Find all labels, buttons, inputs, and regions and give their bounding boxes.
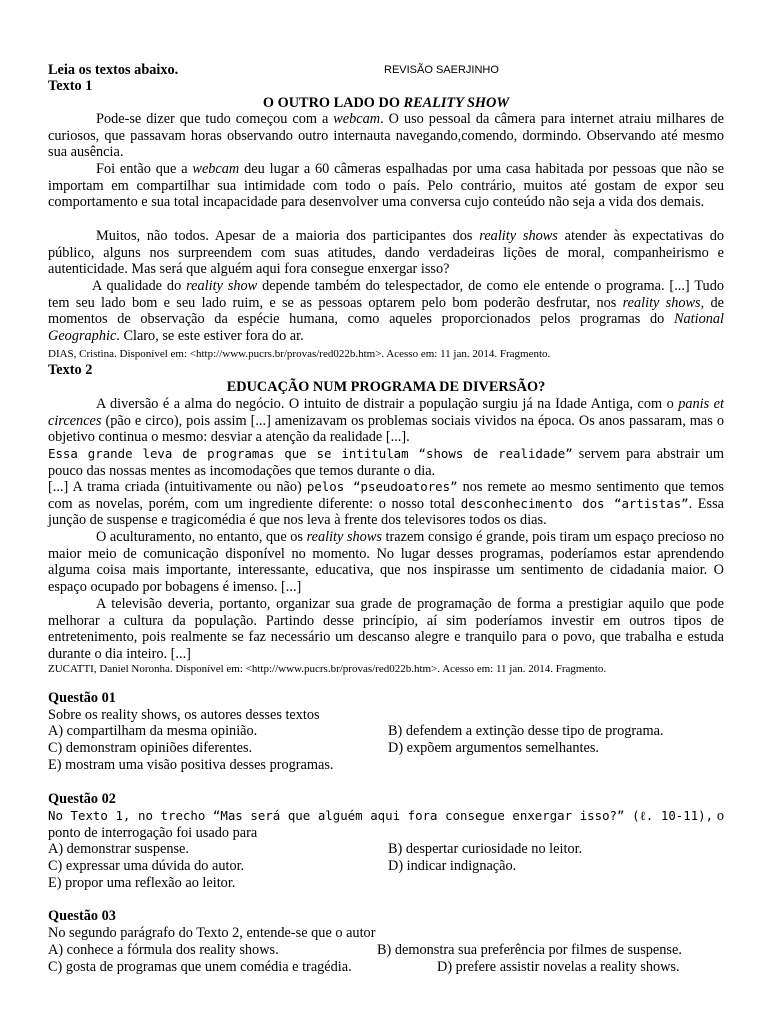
text2-paragraph-2: Essa grande leva de programas que se intitulam “shows de realidade” servem para abstrair um pouco das nossas mentes as incomodações que temos durante o dia. [48, 446, 725, 479]
question-02-title: Questão 02 [48, 791, 116, 807]
intro-instruction: Leia os textos abaixo. [48, 62, 179, 78]
question-01-stem: Sobre os reality shows, os autores desses textos [48, 707, 320, 723]
q3-option-b[interactable]: B) demonstra sua preferência por filmes de suspense. [377, 942, 682, 958]
question-03-stem: No segundo parágrafo do Texto 2, entende-se que o autor [48, 925, 376, 941]
text1-paragraph-2: Foi então que a webcam deu lugar a 60 câmeras espalhadas por uma casa habitada por pessoas que não se importam em compartilhar sua intimidade com todo o país. Pelo contrário, muitos até gostam de expor seu comportamento e sua total incapacidade para desenvolver uma conversa cujo conteúdo não seja a vida dos demais. [48, 161, 724, 211]
question-03-options-row-2 [48, 959, 724, 977]
text1-title: O OUTRO LADO DO REALITY SHOW [262, 95, 510, 111]
text1-label: Texto 1 [48, 78, 93, 94]
text1-paragraph-3: Muitos, não todos. Apesar de a maioria dos participantes dos reality shows atender às expectativas do público, alguns nos surpreendem com suas atitudes, dando verdadeiras lições de moral, companheirismo e autenticidade. Mas será que alguém aqui fora consegue enxergar isso? [48, 228, 724, 278]
q3-option-d[interactable]: D) prefere assistir novelas a reality shows. [437, 959, 680, 975]
q2-option-d[interactable]: D) indicar indignação. [388, 858, 517, 874]
text2-source: ZUCATTI, Daniel Noronha. Disponível em: <http://www.pucrs.br/provas/red022b.htm>. Acesso em: 11 jan. 2014. Fragmento. [48, 663, 607, 675]
q2-option-a[interactable]: A) demonstrar suspense. [48, 841, 189, 857]
q3-option-c[interactable]: C) gosta de programas que unem comédia e tragédia. [48, 959, 352, 975]
text2-paragraph-1: A diversão é a alma do negócio. O intuito de distrair a população surgiu já na Idade Antiga, com o panis et circences (pão e circo), pois assim [...] amenizavam os problemas sociais vividos na época. Os anos passaram, mas o objetivo continua o mesmo: desviar a atenção da realidade [...]. [48, 396, 725, 446]
question-02-stem: No Texto 1, no trecho “Mas será que alguém aqui fora consegue enxergar isso?” (ℓ. 10-11), o ponto de interrogação foi usado para [48, 808, 724, 841]
question-03-title: Questão 03 [48, 908, 116, 924]
text2-paragraph-4: O aculturamento, no entanto, que os reality shows trazem consigo é grande, pois tiram um espaço precioso no maior meio de comunicação disponível no momento. No lugar desses programas, poderíamos estar aprendendo alguma coisa mais importante, interessante, educativa, que nos inspirasse um sentimento de cidadania maior. O espaço ocupado por bobagens é imenso. [...] [48, 529, 725, 595]
text2-paragraph-3: [...] A trama criada (intuitivamente ou não) pelos “pseudoatores” nos remete ao mesmo sentimento que temos com as novelas, porém, com um ingrediente diferente: o nosso total desconhecimento dos “artistas”. Essa junção de suspense e tragicomédia é que nos leva à frente dos televisores todos os dias. [48, 479, 725, 529]
q1-option-c[interactable]: C) demonstram opiniões diferentes. [48, 740, 253, 756]
question-01-options-row-3 [48, 757, 724, 775]
question-01-options-row-2 [48, 740, 724, 758]
question-02-options-row-3 [48, 875, 724, 893]
page-header [48, 62, 724, 96]
text1-paragraph-1: Pode-se dizer que tudo começou com a webcam. O uso pessoal da câmera para internet atraiu milhares de curiosos, que passavam horas observando outro internauta navegando,comendo, dormindo. Observando até mesmo sua ausência. [48, 111, 724, 161]
q1-option-d[interactable]: D) expõem argumentos semelhantes. [388, 740, 599, 756]
q2-option-c[interactable]: C) expressar uma dúvida do autor. [48, 858, 245, 874]
text2-title: EDUCAÇÃO NUM PROGRAMA DE DIVERSÃO? [226, 379, 546, 395]
question-03-options-row-1 [48, 942, 724, 960]
q1-option-b[interactable]: B) defendem a extinção desse tipo de programa. [388, 723, 664, 739]
q1-option-a[interactable]: A) compartilham da mesma opinião. [48, 723, 258, 739]
question-02-options-row-2 [48, 858, 724, 876]
text2-paragraph-5: A televisão deveria, portanto, organizar sua grade de programação de forma a prestigiar aquilo que pode melhorar a cultura da população. Partindo desse princípio, aí sim poderíamos investir em outros tipos de entretenimento, pois realmente se faz necessário um descanso alegre e tranquilo para o povo, que trabalha e estuda durante o dia inteiro. [...] [48, 596, 724, 662]
text1-source: DIAS, Cristina. Disponível em: <http://www.pucrs.br/provas/red022b.htm>. Acesso em: 11 jan. 2014. Fragmento. [48, 348, 551, 360]
review-title: REVISÃO SAERJINHO [384, 64, 499, 76]
q1-option-e[interactable]: E) mostram uma visão positiva desses programas. [48, 757, 334, 773]
question-01-title: Questão 01 [48, 690, 116, 706]
question-01-options-row-1 [48, 723, 724, 741]
q2-option-b[interactable]: B) despertar curiosidade no leitor. [388, 841, 583, 857]
text1-paragraph-4: A qualidade do reality show depende também do telespectador, de como ele entende o programa. [...] Tudo tem seu lado bom e seu lado ruim, e se as pessoas optarem pelo bom poderão desfrutar, nos reality shows, de momentos de observação da espécie humana, como aqueles proporcionados pelos programas do National Geographic. Claro, se este estiver fora do ar. [48, 278, 724, 344]
question-02-options-row-1 [48, 841, 724, 859]
q2-option-e[interactable]: E) propor uma reflexão ao leitor. [48, 875, 236, 891]
text2-label: Texto 2 [48, 362, 93, 378]
q3-option-a[interactable]: A) conhece a fórmula dos reality shows. [48, 942, 279, 958]
